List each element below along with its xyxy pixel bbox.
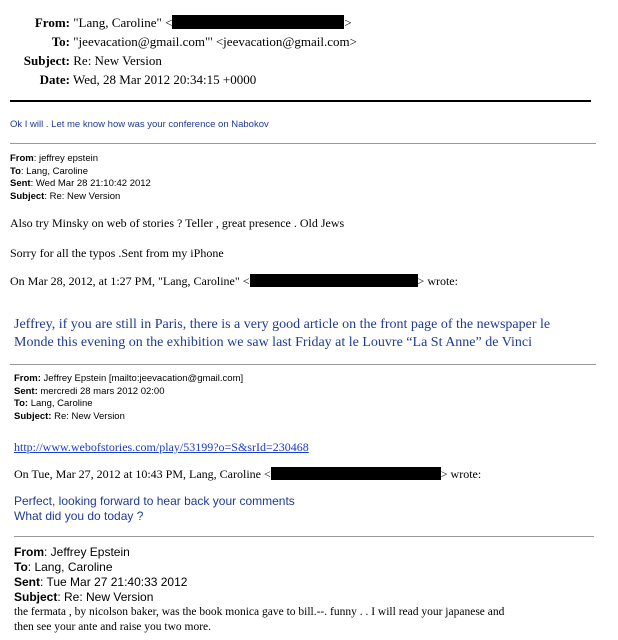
subject-label: Subject:: [23, 53, 70, 68]
quote-wrote: > wrote:: [417, 274, 458, 288]
subject-label: Subject:: [14, 410, 52, 422]
reply-block: [14, 494, 295, 524]
from-value: : jeffrey epstein: [33, 153, 99, 164]
quote-intro-line: [10, 274, 458, 289]
subject-label: Subject: [10, 190, 45, 202]
quoted-sent-row: [14, 575, 187, 590]
sent-value: : Tue Mar 27 21:40:33 2012: [40, 575, 188, 589]
message-divider: [10, 143, 596, 144]
header-divider: [10, 100, 591, 102]
header-subject-row: [0, 51, 357, 70]
quote-intro-line: [14, 467, 481, 482]
sent-label: Sent: [10, 178, 31, 189]
from-label: From: [10, 153, 34, 164]
to-value: Lang, Caroline: [28, 398, 93, 409]
quoted-subject-row: [14, 590, 187, 605]
quoted-to-row: [14, 560, 187, 575]
from-value: : Jeffrey Epstein: [44, 545, 130, 559]
header-to-row: [0, 32, 357, 51]
quote-intro: On Tue, Mar 27, 2012 at 10:43 PM, Lang, Caroline <: [14, 467, 271, 481]
to-value: : Lang, Caroline: [27, 560, 113, 574]
header-from-row: [0, 13, 357, 32]
reply-line: Perfect, looking forward to hear back your comments: [14, 494, 295, 508]
date-label: Date:: [39, 72, 70, 87]
message-divider: [14, 536, 594, 537]
quoted-subject-row: [10, 191, 151, 204]
quoted-paragraph: [14, 316, 550, 352]
quoted-to-row: [14, 398, 243, 411]
quoted-subject-row: [14, 411, 243, 424]
from-label: From: [14, 545, 44, 559]
message-divider: [10, 364, 596, 365]
to-label: To: [10, 165, 21, 177]
subject-value: Re: New Version: [73, 53, 162, 68]
from-label: From:: [34, 15, 70, 30]
quoted-to-row: [10, 166, 151, 179]
from-value: Jeffrey Epstein [mailto:jeevacation@gmail.com]: [40, 373, 244, 384]
quoted-from-row: [14, 545, 187, 560]
quoted-from-row: [14, 373, 243, 386]
sent-value: mercredi 28 mars 2012 02:00: [37, 385, 165, 397]
paragraph-line: Monde this evening on the exhibition we saw last Friday at le Louvre “La St Anne” de Vinci: [14, 335, 532, 350]
quoted-from-row: [10, 153, 151, 166]
subject-label: Subject: [14, 590, 58, 604]
redaction-box: [250, 274, 418, 287]
quoted-sent-row: [14, 386, 243, 399]
to-value: : Lang, Caroline: [20, 165, 88, 177]
body-line: then see your ante and raise you two more.: [14, 621, 212, 633]
redaction-box: [172, 15, 344, 29]
from-label: From:: [14, 373, 41, 384]
quote-wrote: > wrote:: [440, 467, 482, 481]
body-line: Sorry for all the typos .Sent from my iPhone: [10, 246, 224, 260]
web-link[interactable]: http://www.webofstories.com/play/53199?o=S&srId=230468: [14, 440, 309, 454]
redaction-box: [271, 467, 441, 480]
quoted-header: [10, 153, 151, 203]
date-value: Wed, 28 Mar 2012 20:34:15 +0000: [73, 72, 257, 87]
reply-text: Ok I will . Let me know how was your conference on Nabokov: [10, 119, 269, 130]
subject-value: : Re: New Version: [57, 590, 154, 604]
sent-label: Sent: [14, 575, 41, 589]
to-value: "jeevacation@gmail.com"' <jeevacation@gmail.com>: [73, 34, 357, 49]
quoted-sent-row: [10, 178, 151, 191]
paragraph-line: Jeffrey, if you are still in Paris, there is a very good article on the front page of the newspaper le: [14, 317, 551, 332]
body-block: [14, 605, 504, 635]
subject-value: Re: New Version: [51, 410, 125, 422]
quoted-header: [14, 545, 187, 605]
email-header: [0, 13, 357, 89]
sent-value: : Wed Mar 28 21:10:42 2012: [30, 178, 151, 189]
header-date-row: [0, 70, 357, 89]
body-line: Also try Minsky on web of stories ? Teller , great presence . Old Jews: [10, 216, 345, 230]
subject-value: : Re: New Version: [44, 190, 121, 202]
quote-intro: On Mar 28, 2012, at 1:27 PM, "Lang, Caroline" <: [10, 274, 250, 288]
sent-label: Sent:: [14, 385, 38, 397]
to-label: To:: [51, 34, 70, 49]
reply-line: What did you do today ?: [14, 509, 144, 523]
from-value: "Lang, Caroline" <: [73, 15, 173, 30]
to-label: To:: [14, 398, 29, 409]
body-line: the fermata , by nicolson baker, was the book monica gave to bill.--. funny . . I will read your japanese and: [14, 606, 505, 618]
from-close: >: [344, 15, 352, 30]
to-label: To: [14, 560, 28, 574]
quoted-header: [14, 373, 243, 423]
